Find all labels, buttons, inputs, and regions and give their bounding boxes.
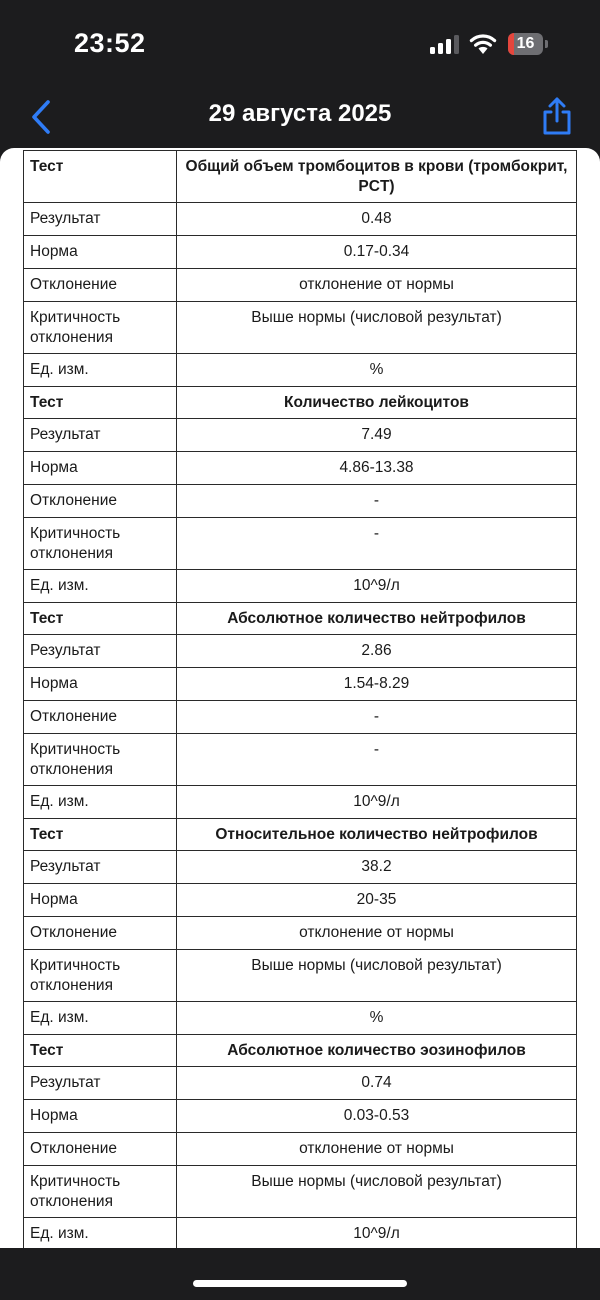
test-header-row	[24, 819, 577, 851]
home-area	[0, 1248, 600, 1300]
deviation-label: Отклонение	[24, 269, 177, 302]
norm-value: 1.54-8.29	[177, 668, 577, 701]
deviation-row	[24, 269, 577, 302]
deviation-value: -	[177, 701, 577, 734]
result-value: 7.49	[177, 419, 577, 452]
criticality-row	[24, 734, 577, 786]
deviation-label: Отклонение	[24, 485, 177, 518]
test-name: Относительное количество нейтрофилов	[177, 819, 577, 851]
criticality-label: Критичность отклонения	[24, 1166, 177, 1218]
unit-label: Ед. изм.	[24, 1002, 177, 1035]
test-header-row	[24, 603, 577, 635]
test-label: Тест	[24, 151, 177, 203]
unit-label: Ед. изм.	[24, 786, 177, 819]
test-header-row	[24, 1035, 577, 1067]
result-value: 2.86	[177, 635, 577, 668]
test-name: Абсолютное количество эозинофилов	[177, 1035, 577, 1067]
deviation-row	[24, 917, 577, 950]
criticality-value: Выше нормы (числовой результат)	[177, 302, 577, 354]
unit-label: Ед. изм.	[24, 1218, 177, 1249]
unit-row	[24, 1002, 577, 1035]
unit-row	[24, 1218, 577, 1249]
test-name: Количество лейкоцитов	[177, 387, 577, 419]
criticality-label: Критичность отклонения	[24, 518, 177, 570]
deviation-label: Отклонение	[24, 917, 177, 950]
criticality-value: -	[177, 734, 577, 786]
deviation-row	[24, 1133, 577, 1166]
result-row	[24, 1067, 577, 1100]
norm-label: Норма	[24, 668, 177, 701]
result-row	[24, 635, 577, 668]
deviation-label: Отклонение	[24, 701, 177, 734]
norm-row	[24, 1100, 577, 1133]
criticality-label: Критичность отклонения	[24, 302, 177, 354]
unit-label: Ед. изм.	[24, 354, 177, 387]
criticality-row	[24, 302, 577, 354]
deviation-value: отклонение от нормы	[177, 917, 577, 950]
deviation-label: Отклонение	[24, 1133, 177, 1166]
result-value: 0.48	[177, 203, 577, 236]
criticality-value: Выше нормы (числовой результат)	[177, 950, 577, 1002]
test-name: Общий объем тромбоцитов в крови (тромбокрит, PCT)	[177, 151, 577, 203]
criticality-label: Критичность отклонения	[24, 734, 177, 786]
result-row	[24, 851, 577, 884]
unit-value: 10^9/л	[177, 570, 577, 603]
deviation-value: отклонение от нормы	[177, 269, 577, 302]
battery-icon	[508, 33, 548, 55]
unit-value: %	[177, 1002, 577, 1035]
result-row	[24, 419, 577, 452]
result-label: Результат	[24, 419, 177, 452]
norm-value: 4.86-13.38	[177, 452, 577, 485]
battery-level: 16	[516, 35, 535, 52]
norm-label: Норма	[24, 1100, 177, 1133]
result-label: Результат	[24, 635, 177, 668]
criticality-value: -	[177, 518, 577, 570]
test-label: Тест	[24, 603, 177, 635]
result-value: 38.2	[177, 851, 577, 884]
test-header-row	[24, 151, 577, 203]
result-label: Результат	[24, 203, 177, 236]
result-label: Результат	[24, 1067, 177, 1100]
norm-value: 0.17-0.34	[177, 236, 577, 269]
deviation-row	[24, 485, 577, 518]
norm-label: Норма	[24, 452, 177, 485]
test-label: Тест	[24, 387, 177, 419]
deviation-row	[24, 701, 577, 734]
wifi-icon	[469, 32, 497, 56]
norm-label: Норма	[24, 236, 177, 269]
result-value: 0.74	[177, 1067, 577, 1100]
norm-row	[24, 884, 577, 917]
back-chevron-icon[interactable]	[26, 98, 58, 136]
status-time: 23:52	[74, 28, 146, 58]
deviation-value: отклонение от нормы	[177, 1133, 577, 1166]
test-name: Абсолютное количество нейтрофилов	[177, 603, 577, 635]
norm-value: 20-35	[177, 884, 577, 917]
test-label: Тест	[24, 819, 177, 851]
norm-row	[24, 668, 577, 701]
norm-row	[24, 452, 577, 485]
norm-value: 0.03-0.53	[177, 1100, 577, 1133]
unit-value: 10^9/л	[177, 1218, 577, 1249]
norm-label: Норма	[24, 884, 177, 917]
share-icon[interactable]	[540, 96, 574, 136]
criticality-row	[24, 950, 577, 1002]
lab-results-table	[23, 150, 577, 1248]
home-indicator[interactable]	[193, 1280, 407, 1287]
unit-row	[24, 354, 577, 387]
norm-row	[24, 236, 577, 269]
test-header-row	[24, 387, 577, 419]
unit-value: 10^9/л	[177, 786, 577, 819]
results-sheet	[0, 148, 600, 1248]
unit-row	[24, 570, 577, 603]
criticality-row	[24, 1166, 577, 1218]
criticality-value: Выше нормы (числовой результат)	[177, 1166, 577, 1218]
unit-row	[24, 786, 577, 819]
result-label: Результат	[24, 851, 177, 884]
criticality-label: Критичность отклонения	[24, 950, 177, 1002]
cellular-signal-icon	[430, 35, 460, 54]
status-bar	[0, 0, 600, 88]
navigation-bar	[0, 88, 600, 148]
result-row	[24, 203, 577, 236]
page-title: 29 августа 2025	[208, 100, 392, 127]
unit-value: %	[177, 354, 577, 387]
unit-label: Ед. изм.	[24, 570, 177, 603]
criticality-row	[24, 518, 577, 570]
test-label: Тест	[24, 1035, 177, 1067]
deviation-value: -	[177, 485, 577, 518]
